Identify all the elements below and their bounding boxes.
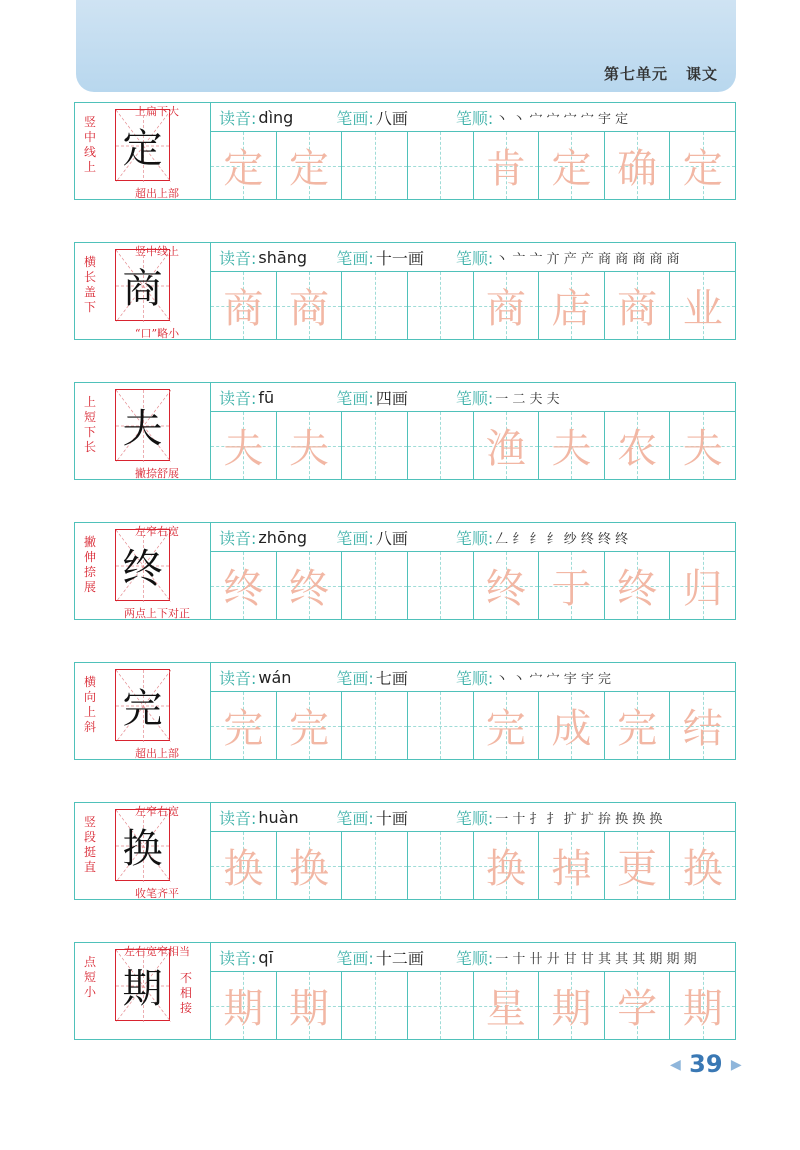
note-left: 点短小 xyxy=(83,955,96,999)
practice-cell[interactable] xyxy=(474,692,540,759)
stroke-order: 一 二 夫 夫 xyxy=(495,391,560,407)
practice-cell[interactable] xyxy=(277,412,343,479)
note-left: 上短下长 xyxy=(83,395,96,454)
trace-char: 更 xyxy=(617,846,658,892)
trace-char: 终 xyxy=(485,566,526,612)
char-info xyxy=(210,662,736,692)
note-left: 竖中线上 xyxy=(83,115,96,174)
note-top: 左窄右宽 xyxy=(135,805,179,818)
practice-cell[interactable] xyxy=(670,552,735,619)
practice-grid xyxy=(210,412,736,480)
reading-label: 读音: xyxy=(219,388,257,408)
practice-cell[interactable] xyxy=(474,972,540,1039)
stroke-order: 一 十 卄 廾 甘 甘 其 其 其 期 期 期 xyxy=(495,951,697,967)
strokes-label: 笔画: xyxy=(336,528,374,548)
trace-char: 商 xyxy=(485,286,526,332)
practice-cell[interactable] xyxy=(277,272,343,339)
trace-char: 终 xyxy=(617,566,658,612)
strokes-label: 笔画: xyxy=(336,948,374,968)
strokes-label: 笔画: xyxy=(336,388,374,408)
practice-cell[interactable] xyxy=(408,692,474,759)
char-info xyxy=(210,102,736,132)
practice-cell[interactable] xyxy=(670,832,735,899)
order-label: 笔顺: xyxy=(455,528,494,548)
note-top: 竖中线上 xyxy=(135,245,179,258)
note-left: 横长盖下 xyxy=(83,255,96,314)
practice-cell[interactable] xyxy=(342,972,408,1039)
practice-row xyxy=(74,802,736,900)
order-label: 笔顺: xyxy=(455,948,494,968)
practice-grid xyxy=(210,692,736,760)
order-label: 笔顺: xyxy=(455,108,494,128)
note-bottom: 两点上下对正 xyxy=(124,607,190,620)
pinyin: huàn xyxy=(258,807,299,827)
prev-arrow-icon: ◀ xyxy=(670,1057,681,1073)
practice-cell[interactable] xyxy=(474,412,540,479)
pinyin: dìng xyxy=(258,107,294,127)
model-char: 终 xyxy=(122,545,163,592)
note-bottom: 超出上部 xyxy=(135,747,179,760)
practice-grid xyxy=(210,552,736,620)
order-label: 笔顺: xyxy=(455,808,494,828)
trace-char: 掉 xyxy=(551,846,592,892)
stroke-count: 十画 xyxy=(375,808,408,828)
practice-cell[interactable] xyxy=(670,132,735,199)
practice-row xyxy=(74,522,736,620)
order-label: 笔顺: xyxy=(455,668,494,688)
stroke-order: 一 十 扌 扌 扩 扩 拚 换 换 换 xyxy=(495,811,663,827)
practice-cell[interactable] xyxy=(605,412,671,479)
reading-label: 读音: xyxy=(219,808,257,828)
trace-char: 换 xyxy=(485,846,526,892)
practice-cell[interactable] xyxy=(408,972,474,1039)
model-char-grid xyxy=(115,529,170,601)
practice-cell[interactable] xyxy=(277,692,343,759)
note-left: 竖段挺直 xyxy=(83,815,96,874)
strokes-label: 笔画: xyxy=(336,668,374,688)
note-bottom: 撇捺舒展 xyxy=(135,467,179,480)
trace-char: 换 xyxy=(223,846,264,892)
note-top: 左右宽窄相当 xyxy=(124,945,190,958)
trace-char: 店 xyxy=(551,286,592,332)
practice-cell[interactable] xyxy=(277,132,343,199)
trace-char: 商 xyxy=(617,286,658,332)
model-char: 期 xyxy=(122,965,163,1012)
stroke-count: 十二画 xyxy=(375,948,424,968)
page-number xyxy=(670,1050,742,1078)
practice-cell[interactable] xyxy=(474,132,540,199)
practice-cell[interactable] xyxy=(474,552,540,619)
reading-label: 读音: xyxy=(219,248,257,268)
practice-row xyxy=(74,662,736,760)
trace-char: 渔 xyxy=(485,426,526,472)
stroke-order: 丶 丶 宀 宀 宇 宇 完 xyxy=(495,671,612,687)
trace-char: 夫 xyxy=(288,426,329,472)
order-label: 笔顺: xyxy=(455,248,494,268)
practice-cell[interactable] xyxy=(539,272,605,339)
trace-char: 农 xyxy=(617,426,658,472)
trace-char: 换 xyxy=(288,846,329,892)
practice-cell[interactable] xyxy=(670,272,735,339)
trace-char: 结 xyxy=(682,706,723,752)
trace-char: 肯 xyxy=(485,146,526,192)
practice-cell[interactable] xyxy=(211,832,277,899)
model-char-grid xyxy=(115,949,170,1021)
practice-row xyxy=(74,382,736,480)
practice-cell[interactable] xyxy=(211,552,277,619)
stroke-count: 四画 xyxy=(375,388,408,408)
order-label: 笔顺: xyxy=(455,388,494,408)
practice-cell[interactable] xyxy=(539,832,605,899)
stroke-order: 𠃋 纟 纟 纟 纱 终 终 终 xyxy=(495,531,629,547)
practice-cell[interactable] xyxy=(408,272,474,339)
practice-cell[interactable] xyxy=(277,832,343,899)
model-char-box xyxy=(74,942,210,1040)
practice-cell[interactable] xyxy=(408,552,474,619)
practice-cell[interactable] xyxy=(342,832,408,899)
model-char-box xyxy=(74,802,210,900)
trace-char: 终 xyxy=(223,566,264,612)
practice-grid xyxy=(210,132,736,200)
note-right: 不相接 xyxy=(179,971,192,1015)
practice-cell[interactable] xyxy=(605,272,671,339)
practice-cell[interactable] xyxy=(408,832,474,899)
trace-char: 确 xyxy=(617,146,658,192)
model-char: 完 xyxy=(122,685,163,732)
model-char-grid xyxy=(115,389,170,461)
practice-cell[interactable] xyxy=(342,412,408,479)
note-bottom: “口”略小 xyxy=(134,327,180,340)
model-char-grid xyxy=(115,249,170,321)
practice-cell[interactable] xyxy=(342,132,408,199)
char-info xyxy=(210,242,736,272)
char-info xyxy=(210,522,736,552)
char-info xyxy=(210,942,736,972)
reading-label: 读音: xyxy=(219,108,257,128)
practice-row xyxy=(74,242,736,340)
trace-char: 定 xyxy=(288,146,329,192)
page-header-title xyxy=(604,63,718,84)
practice-grid xyxy=(210,972,736,1040)
stroke-count: 八画 xyxy=(375,528,408,548)
page-number-text: 39 xyxy=(689,1050,723,1078)
practice-cell[interactable] xyxy=(277,972,343,1039)
trace-char: 完 xyxy=(223,706,264,752)
trace-char: 业 xyxy=(682,286,723,332)
trace-char: 成 xyxy=(551,706,592,752)
practice-cell[interactable] xyxy=(605,552,671,619)
unit-title: 第七单元 xyxy=(603,65,668,83)
practice-cell[interactable] xyxy=(474,272,540,339)
model-char: 商 xyxy=(122,265,163,312)
char-info xyxy=(210,382,736,412)
practice-cell[interactable] xyxy=(539,552,605,619)
stroke-order: 丶 丶 宀 宀 宀 宀 宇 定 xyxy=(495,111,629,127)
section-title: 课文 xyxy=(685,65,718,83)
char-info xyxy=(210,802,736,832)
practice-cell[interactable] xyxy=(539,412,605,479)
trace-char: 商 xyxy=(288,286,329,332)
pinyin: wán xyxy=(258,667,292,687)
practice-cell[interactable] xyxy=(211,272,277,339)
note-top: 上扁下大 xyxy=(135,105,179,118)
practice-cell[interactable] xyxy=(539,132,605,199)
strokes-label: 笔画: xyxy=(336,108,374,128)
practice-grid xyxy=(210,832,736,900)
practice-cell[interactable] xyxy=(474,832,540,899)
pinyin: zhōng xyxy=(258,527,308,547)
model-char-box xyxy=(74,382,210,480)
practice-row xyxy=(74,942,736,1040)
reading-label: 读音: xyxy=(219,668,257,688)
practice-cell[interactable] xyxy=(539,972,605,1039)
model-char-box xyxy=(74,662,210,760)
trace-char: 定 xyxy=(682,146,723,192)
practice-grid xyxy=(210,272,736,340)
model-char-box xyxy=(74,102,210,200)
practice-row xyxy=(74,102,736,200)
practice-cell[interactable] xyxy=(605,832,671,899)
practice-cell[interactable] xyxy=(670,412,735,479)
trace-char: 完 xyxy=(617,706,658,752)
practice-cell[interactable] xyxy=(211,692,277,759)
note-left: 横向上斜 xyxy=(83,675,96,734)
model-char: 夫 xyxy=(122,405,163,452)
trace-char: 期 xyxy=(288,986,329,1032)
stroke-count: 十一画 xyxy=(375,248,424,268)
trace-char: 夫 xyxy=(551,426,592,472)
stroke-count: 七画 xyxy=(375,668,408,688)
trace-char: 定 xyxy=(551,146,592,192)
trace-char: 于 xyxy=(551,566,592,612)
trace-char: 期 xyxy=(223,986,264,1032)
model-char: 换 xyxy=(122,825,163,872)
page-header xyxy=(76,0,736,92)
practice-cell[interactable] xyxy=(342,552,408,619)
practice-cell[interactable] xyxy=(342,692,408,759)
trace-char: 期 xyxy=(551,986,592,1032)
pinyin: shāng xyxy=(258,247,307,267)
practice-cell[interactable] xyxy=(605,972,671,1039)
practice-cell[interactable] xyxy=(539,692,605,759)
practice-cell[interactable] xyxy=(211,972,277,1039)
next-arrow-icon: ▶ xyxy=(730,1057,742,1073)
reading-label: 读音: xyxy=(219,528,257,548)
practice-cell[interactable] xyxy=(670,972,735,1039)
model-char: 定 xyxy=(122,125,163,172)
note-bottom: 超出上部 xyxy=(135,187,179,200)
trace-char: 期 xyxy=(682,986,723,1032)
trace-char: 夫 xyxy=(223,426,264,472)
practice-cell[interactable] xyxy=(277,552,343,619)
practice-cell[interactable] xyxy=(605,692,671,759)
stroke-count: 八画 xyxy=(375,108,408,128)
practice-cell[interactable] xyxy=(670,692,735,759)
note-left: 撇伸捺展 xyxy=(83,535,96,594)
stroke-order: 丶 亠 亠 亣 产 产 商 商 商 商 商 xyxy=(495,251,680,267)
practice-cell[interactable] xyxy=(211,132,277,199)
strokes-label: 笔画: xyxy=(336,248,374,268)
trace-char: 换 xyxy=(682,846,723,892)
note-bottom: 收笔齐平 xyxy=(135,887,179,900)
practice-cell[interactable] xyxy=(211,412,277,479)
model-char-grid xyxy=(115,809,170,881)
trace-char: 完 xyxy=(485,706,526,752)
trace-char: 星 xyxy=(485,986,526,1032)
practice-cell[interactable] xyxy=(408,132,474,199)
practice-cell[interactable] xyxy=(605,132,671,199)
pinyin: qī xyxy=(258,947,274,967)
trace-char: 完 xyxy=(288,706,329,752)
practice-cell[interactable] xyxy=(408,412,474,479)
practice-cell[interactable] xyxy=(342,272,408,339)
trace-char: 定 xyxy=(223,146,264,192)
model-char-box xyxy=(74,242,210,340)
model-char-box xyxy=(74,522,210,620)
trace-char: 商 xyxy=(223,286,264,332)
pinyin: fū xyxy=(258,387,275,407)
trace-char: 学 xyxy=(617,986,658,1032)
trace-char: 归 xyxy=(682,566,723,612)
strokes-label: 笔画: xyxy=(336,808,374,828)
model-char-grid xyxy=(115,109,170,181)
trace-char: 夫 xyxy=(682,426,723,472)
model-char-grid xyxy=(115,669,170,741)
note-top: 左窄右宽 xyxy=(135,525,179,538)
trace-char: 终 xyxy=(288,566,329,612)
reading-label: 读音: xyxy=(219,948,257,968)
